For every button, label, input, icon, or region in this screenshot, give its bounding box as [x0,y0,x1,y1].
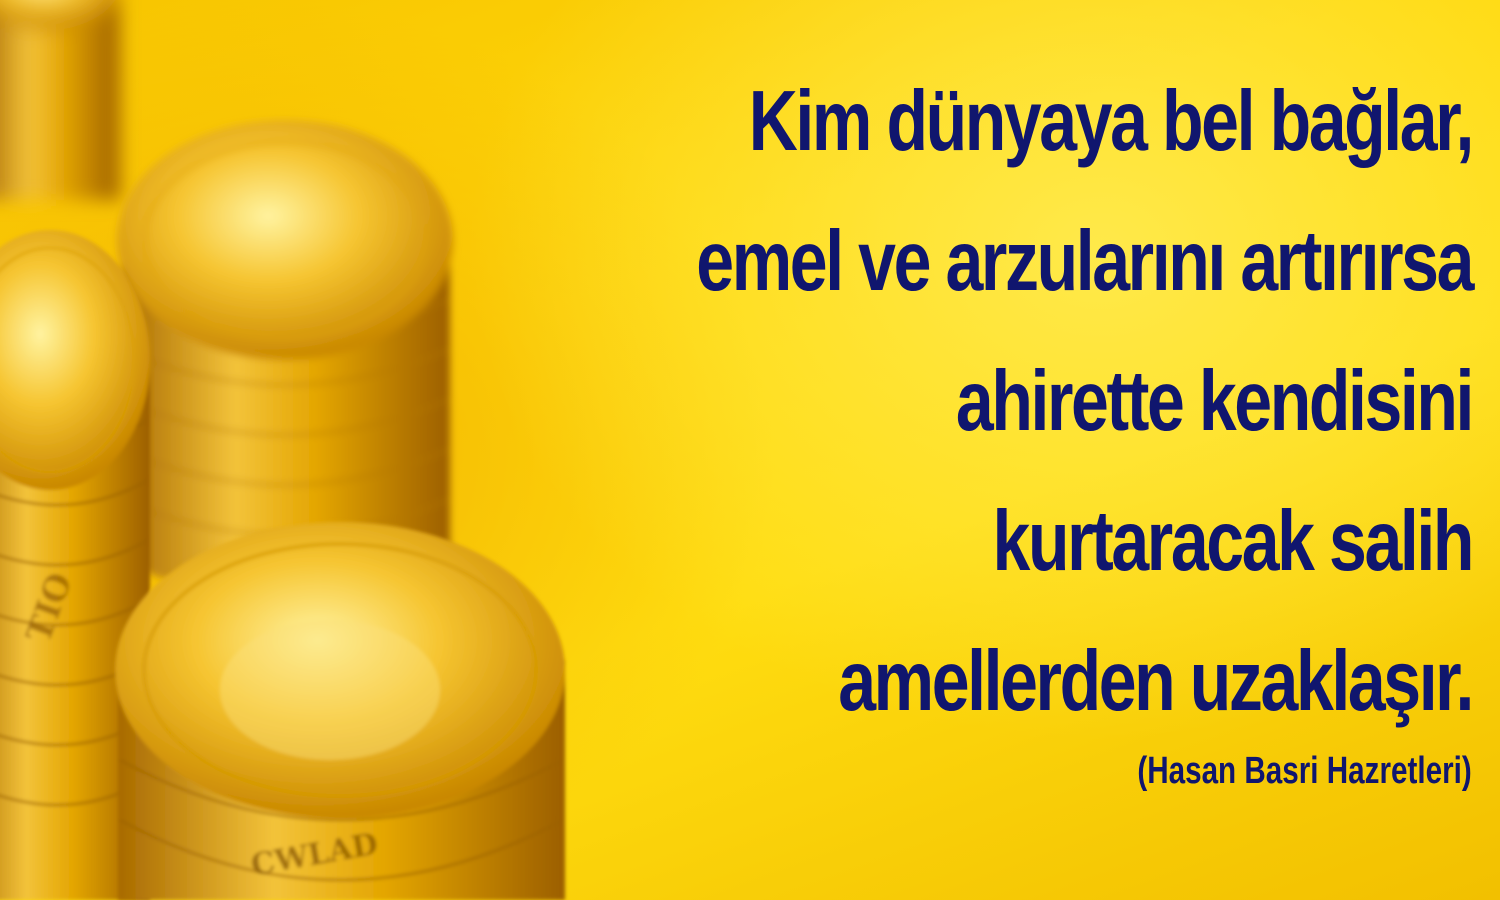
quote-line-4: kurtaracak salih [992,494,1472,589]
coin-edge-text-cwlad: CWLAD [248,826,381,884]
coin-stack-front [115,522,565,900]
quote-attribution: (Hasan Basri Hazretleri) [1137,750,1472,792]
quote-line-1: Kim dünyaya bel bağlar, [748,74,1472,169]
coin-edge-text-tio: TIO [18,567,81,648]
quote-line-5: amellerden uzaklaşır. [838,634,1472,729]
quote-line-2: emel ve arzularını artırırsa [696,214,1472,309]
coin-stack-top-left [0,0,120,200]
quote-line-3: ahirette kendisini [955,354,1472,449]
quote-text [512,52,1472,752]
